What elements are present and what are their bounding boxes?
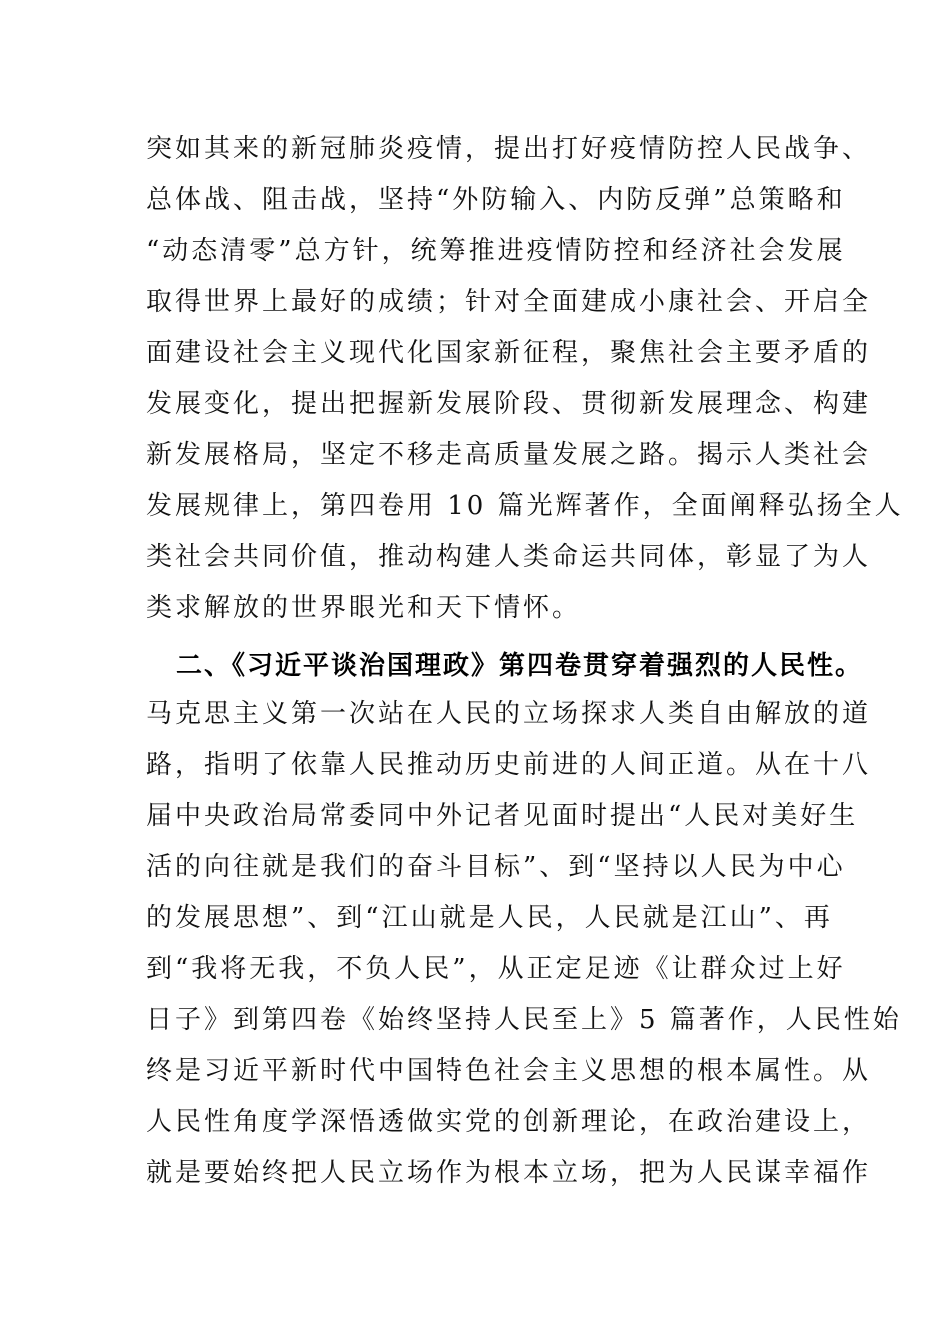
text-line: 日子》到第四卷《始终坚持人民至上》5 篇著作，人民性始 (146, 1005, 902, 1035)
text-line: 人民性角度学深悟透做实党的创新理论，在政治建设上， (146, 1107, 872, 1137)
text-line: 类社会共同价值，推动构建人类命运共同体，彰显了为人 (146, 542, 872, 572)
text-line: 路，指明了依靠人民推动历史前进的人间正道。从在十八 (146, 750, 872, 780)
text-line: 马克思主义第一次站在人民的立场探求人类自由解放的道 (146, 699, 872, 729)
text-line: 届中央政治局常委同中外记者见面时提出“人民对美好生 (146, 801, 859, 831)
text-line: 发展变化，提出把握新发展阶段、贯彻新发展理念、构建 (146, 389, 872, 419)
text-line: 到“我将无我，不负人民”，从正定足迹《让群众过上好 (146, 954, 846, 984)
text-line: 就是要始终把人民立场作为根本立场，把为人民谋幸福作 (146, 1158, 872, 1188)
section-heading: 二、《习近平谈治国理政》第四卷贯穿着强烈的人民性。 (176, 651, 864, 681)
text-line: 的发展思想”、到“江山就是人民，人民就是江山”、再 (146, 903, 833, 933)
text-line: 总体战、阻击战，坚持“外防输入、内防反弹”总策略和 (146, 185, 846, 215)
text-line: “动态清零”总方针，统筹推进疫情防控和经济社会发展 (146, 236, 846, 266)
text-line: 取得世界上最好的成绩；针对全面建成小康社会、开启全 (146, 287, 872, 317)
text-line: 类求解放的世界眼光和天下情怀。 (146, 593, 582, 623)
text-line: 活的向往就是我们的奋斗目标”、到“坚持以人民为中心 (146, 852, 846, 882)
text-line: 突如其来的新冠肺炎疫情，提出打好疫情防控人民战争、 (146, 134, 872, 164)
text-line: 面建设社会主义现代化国家新征程，聚焦社会主要矛盾的 (146, 338, 872, 368)
text-line: 终是习近平新时代中国特色社会主义思想的根本属性。从 (146, 1056, 872, 1086)
text-line: 发展规律上，第四卷用 10 篇光辉著作，全面阐释弘扬全人 (146, 491, 904, 521)
text-line: 新发展格局，坚定不移走高质量发展之路。揭示人类社会 (146, 440, 872, 470)
